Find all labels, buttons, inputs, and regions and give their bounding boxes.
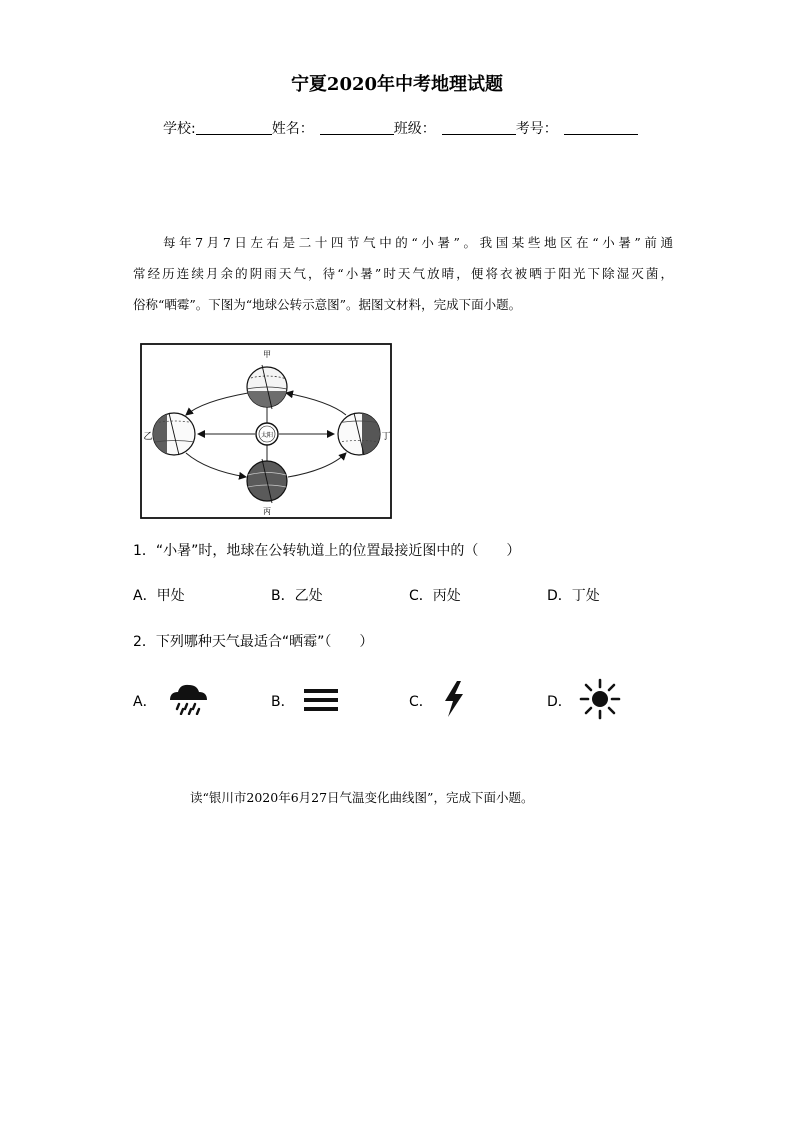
label-bottom: 丙 — [263, 507, 271, 516]
name-blank[interactable] — [320, 120, 394, 135]
name-label: 姓名： — [271, 121, 314, 137]
q1-option-a[interactable]: A．甲处 — [133, 588, 185, 604]
q1-option-c[interactable]: C．丙处 — [409, 588, 461, 604]
q2-option-b[interactable]: B． — [271, 694, 295, 710]
passage-1-line-3: 俗称“晒霉”。下图为“地球公转示意图”。据图文材料，完成下面小题。 — [133, 297, 522, 312]
rain-cloud-icon — [166, 681, 210, 715]
school-blank[interactable] — [196, 120, 272, 135]
q1-option-b[interactable]: B．乙处 — [271, 588, 323, 604]
label-top: 甲 — [263, 350, 271, 359]
question-1-stem: 1．“小暑”时，地球在公转轨道上的位置最接近图中的（ ） — [133, 543, 521, 559]
class-label: 班级： — [393, 121, 436, 137]
class-blank[interactable] — [442, 120, 516, 135]
passage-1 — [133, 227, 673, 320]
passage-2-text: 读“银川市2020年6月27日气温变化曲线图”，完成下面小题。 — [190, 790, 534, 805]
label-right: 丁 — [381, 432, 391, 442]
passage-2 — [190, 782, 670, 813]
lightning-icon — [440, 680, 468, 718]
student-info-line — [163, 118, 638, 138]
q2-option-c[interactable]: C． — [409, 694, 433, 710]
page-title: 宁夏2020年中考地理试题 — [290, 74, 504, 95]
earth-left-globe — [153, 413, 195, 455]
fog-icon — [302, 686, 340, 714]
exam-no-label: 考号： — [515, 121, 558, 137]
label-left: 乙 — [143, 432, 153, 442]
q2-option-d[interactable]: D． — [547, 694, 572, 710]
question-2-stem: 2．下列哪种天气最适合“晒霉”（ ） — [133, 634, 374, 650]
earth-orbit-figure — [140, 343, 392, 519]
passage-1-line-1: 每年7月7日左右是二十四节气中的“小暑”。我国某些地区在“小暑”前通 — [163, 235, 673, 250]
passage-1-line-2: 常经历连续月余的阴雨天气，待“小暑”时天气放晴，便将衣被晒于阳光下除湿灭菌， — [133, 266, 673, 281]
sun-label: 太阳 — [260, 432, 274, 439]
school-label: 学校: — [163, 121, 196, 137]
q1-option-d[interactable]: D．丁处 — [547, 588, 600, 604]
sun-icon — [579, 678, 621, 720]
q2-option-a[interactable]: A． — [133, 694, 157, 710]
exam-no-blank[interactable] — [564, 120, 638, 135]
